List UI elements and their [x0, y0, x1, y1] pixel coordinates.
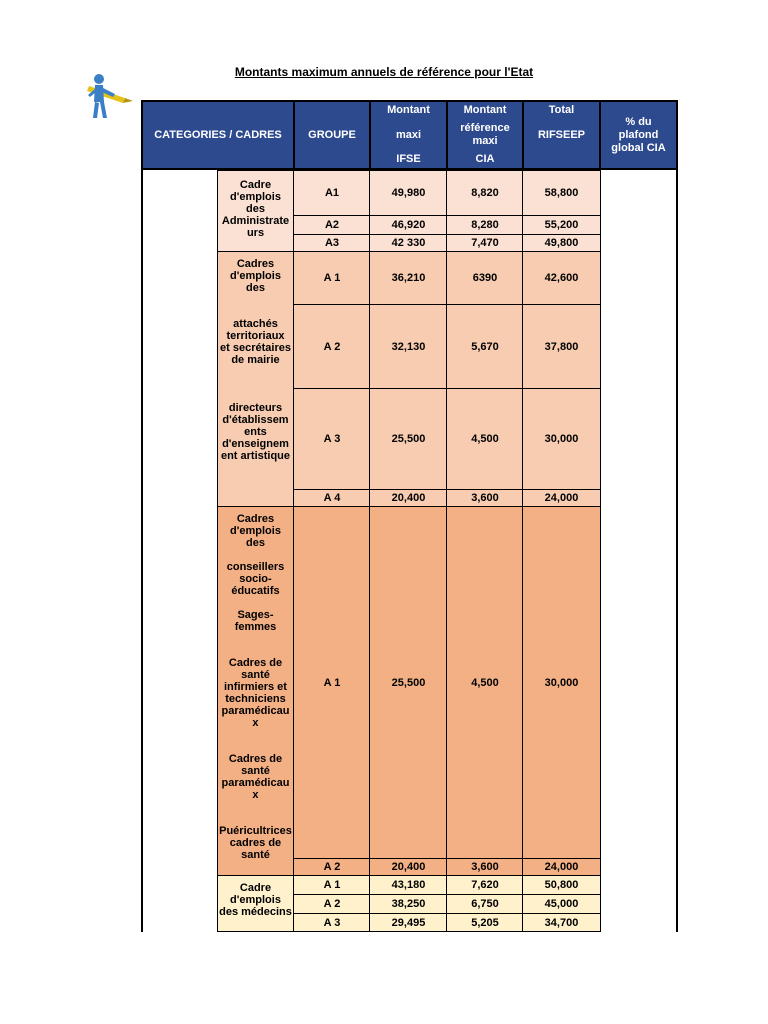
cell-total: 30,000 [522, 506, 601, 859]
cell-ifse: 36,210 [369, 251, 448, 305]
label-line: Cadres de [228, 753, 283, 765]
label-line: urs [246, 227, 265, 239]
label-line: et secrétaires [220, 342, 291, 354]
label-line: éducatifs [231, 585, 280, 597]
label-line: attachés [233, 318, 278, 330]
cell-cia: 5,205 [446, 913, 524, 932]
cell-cia: 3,600 [446, 858, 524, 876]
label-line: x [252, 717, 259, 729]
label-line: Puéricultrices [219, 825, 292, 837]
label-line: santé [241, 765, 270, 777]
category-label-administrateurs [217, 170, 294, 252]
cell-ifse: 38,250 [369, 894, 448, 914]
cell-ifse: 29,495 [369, 913, 448, 932]
header-plafond-label: % du plafond global CIA [611, 115, 666, 154]
label-line: d'emplois [230, 270, 281, 282]
label-line: socio- [239, 573, 272, 585]
label-line: des [246, 282, 265, 294]
header-groupe-label: GROUPE [308, 128, 356, 141]
cell-cia: 8,280 [446, 215, 524, 235]
cell-cia: 4,500 [446, 388, 524, 490]
label-line: ent artistique [220, 450, 291, 462]
header-categories-label: CATEGORIES / CADRES [154, 128, 282, 141]
label-line: d'emplois [230, 894, 281, 906]
cell-cia: 4,500 [446, 506, 524, 859]
cell-cia: 8,820 [446, 170, 524, 216]
cell-groupe: A3 [293, 234, 371, 252]
person-with-pencil-icon [81, 72, 141, 122]
cell-ifse: 25,500 [369, 388, 448, 490]
label-line: des [246, 203, 265, 215]
cell-total: 49,800 [522, 234, 601, 252]
cell-ifse: 20,400 [369, 489, 448, 507]
label-line: d'établissem [222, 414, 289, 426]
label-line: des [246, 537, 265, 549]
cell-ifse: 49,980 [369, 170, 448, 216]
label-line: Sages- [237, 609, 274, 621]
label-line: ents [244, 426, 267, 438]
cell-cia: 6390 [446, 251, 524, 305]
label-line: Cadre [239, 179, 272, 191]
label-line: d'enseignem [222, 438, 289, 450]
category-label-lines [222, 179, 289, 239]
category-label-lines [220, 258, 291, 462]
cell-groupe: A2 [293, 215, 371, 235]
cell-cia: 5,670 [446, 304, 524, 389]
label-line: santé [241, 849, 270, 861]
table-left-border [141, 168, 143, 932]
cell-total: 24,000 [522, 858, 601, 876]
category-label-attaches [217, 251, 294, 507]
cell-ifse: 42 330 [369, 234, 448, 252]
cell-groupe: A 4 [293, 489, 371, 507]
label-line: Cadres [236, 258, 275, 270]
cell-ifse: 25,500 [369, 506, 448, 859]
cell-total: 37,800 [522, 304, 601, 389]
header-categories [141, 100, 295, 170]
table-right-border [676, 168, 678, 932]
label-line: directeurs [228, 402, 283, 414]
cell-ifse: 46,920 [369, 215, 448, 235]
cell-cia: 7,470 [446, 234, 524, 252]
label-line: d'emplois [230, 525, 281, 537]
header-ifse-line2: maxi [395, 128, 422, 141]
header-total [522, 100, 601, 170]
cell-total: 45,000 [522, 894, 601, 914]
header-plafond [599, 100, 678, 170]
cell-total: 55,200 [522, 215, 601, 235]
cell-cia: 3,600 [446, 489, 524, 507]
category-label-sante [217, 506, 294, 876]
label-line: Cadres de [228, 657, 283, 669]
header-cia-line1: Montant [463, 104, 507, 116]
label-line: des médecins [219, 906, 292, 918]
header-ifse-line3: IFSE [396, 153, 421, 165]
label-line: territoriaux [226, 330, 285, 342]
cell-groupe: A 2 [293, 894, 371, 914]
label-line: d'emplois [230, 191, 281, 203]
cell-groupe: A 3 [293, 913, 371, 932]
cell-ifse: 20,400 [369, 858, 448, 876]
header-groupe [293, 100, 371, 170]
label-line: paramédicau [221, 705, 290, 717]
cell-total: 50,800 [522, 875, 601, 895]
label-line: Cadre [239, 882, 272, 894]
cell-groupe: A 1 [293, 251, 371, 305]
category-label-lines [219, 513, 292, 861]
label-line: x [252, 789, 259, 801]
cell-total: 24,000 [522, 489, 601, 507]
page-title: Montants maximum annuels de référence pour l'Etat [234, 65, 534, 79]
cell-groupe: A 2 [293, 304, 371, 389]
label-line: cadres de [229, 837, 282, 849]
cell-groupe: A1 [293, 170, 371, 216]
header-cia-line2: référence maxi [460, 122, 510, 147]
header-cia [446, 100, 524, 170]
cell-cia: 7,620 [446, 875, 524, 895]
category-label-medecins [217, 875, 294, 932]
label-line: infirmiers et [224, 681, 287, 693]
cell-total: 34,700 [522, 913, 601, 932]
cell-ifse: 43,180 [369, 875, 448, 895]
cell-groupe: A 2 [293, 858, 371, 876]
header-ifse-line1: Montant [387, 104, 430, 116]
label-line: Cadres [236, 513, 275, 525]
cell-groupe: A 3 [293, 388, 371, 490]
label-line: paramédicau [221, 777, 290, 789]
header-total-line2: RIFSEEP [537, 129, 586, 141]
category-label-lines [219, 882, 292, 918]
label-line: Administrate [221, 215, 290, 227]
label-line: techniciens [225, 693, 286, 705]
cell-total: 30,000 [522, 388, 601, 490]
header-total-line1: Total [548, 104, 575, 116]
cell-groupe: A 1 [293, 506, 371, 859]
label-line: santé [241, 669, 270, 681]
label-line: de mairie [231, 354, 280, 366]
header-cia-line3: CIA [475, 153, 495, 165]
cell-total: 42,600 [522, 251, 601, 305]
cell-ifse: 32,130 [369, 304, 448, 389]
header-ifse [369, 100, 448, 170]
cell-total: 58,800 [522, 170, 601, 216]
label-line: femmes [234, 621, 277, 633]
cell-cia: 6,750 [446, 894, 524, 914]
cell-groupe: A 1 [293, 875, 371, 895]
label-line: conseillers [226, 561, 285, 573]
